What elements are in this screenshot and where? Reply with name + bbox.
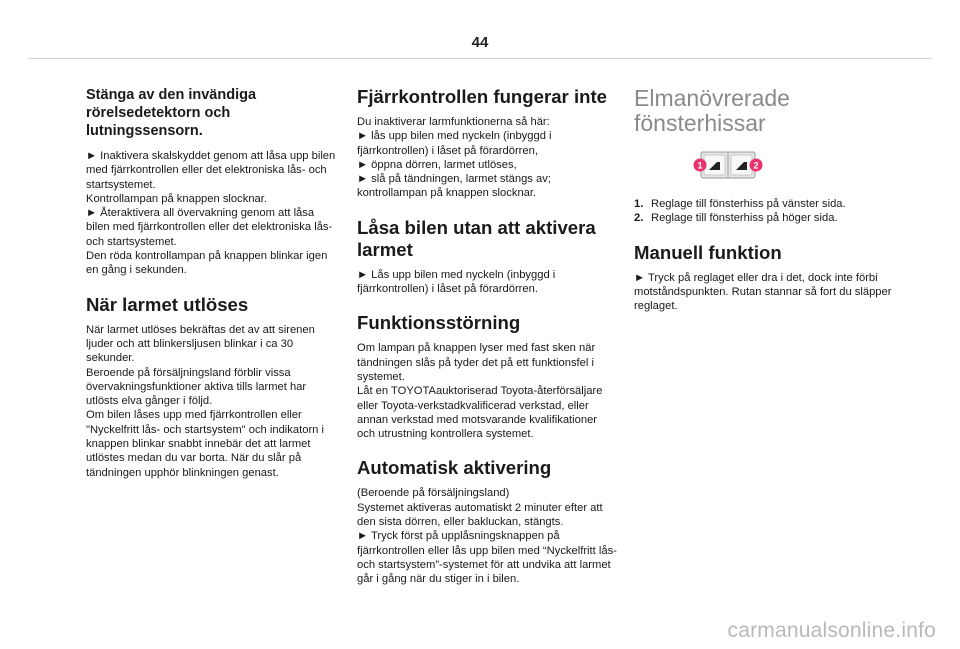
list-item-text: Reglage till fönsterhiss på vänster sida. (651, 198, 846, 210)
heading-lock-without-alarm: Låsa bilen utan att aktivera larmet (357, 216, 596, 260)
text-malfunction: Om lampan på knappen lyser med fast sken när tändningen slås på tyder det på ett funktionsfel i systemet. Låt en TOYOTAauktoriserad Toyota-återförsäljare eller Toyota-verkstadkvalificerad verkstad, eller annan verkstad med motsvarande kvalifikationer och utrustning kontrollera systemet. (357, 342, 603, 441)
column-middle (357, 86, 617, 587)
text-disable-motion-sensor: ► Inaktivera skalskyddet genom att låsa upp bilen med fjärrkontrollen eller det elektroniska lås- och startsystemet. Kontrollampan på knappen slocknar. ► Återaktivera all övervakning genom att låsa bilen med fjärrkontrollen eller det elektroniska lås- och startsystemet. Den röda kontrollampan på knappen blinkar igen en gång i sekunden. (86, 150, 336, 277)
window-switch-panel-icon (692, 151, 764, 179)
column-left (86, 86, 340, 480)
diagram-label-2: 2 (753, 160, 759, 171)
text-remote-not-working: Du inaktiverar larmfunktionerna så här: ► lås upp bilen med nyckeln (inbyggd i fjärrkontrollen) i låset på förardörren, ► öppna dörren, larmet utlöses, ► slå på tändningen, larmet stängs av; kontrollampan på knappen slocknar. (357, 116, 552, 200)
column-right (634, 86, 896, 313)
heading-disable-motion-sensor: Stänga av den invändiga rörelsedetektorn och lutningssensorn. (86, 87, 257, 139)
list-item-number: 1. (634, 198, 644, 210)
list-item-number: 2. (634, 212, 644, 225)
window-switch-list (634, 197, 896, 226)
list-item (634, 197, 896, 211)
text-lock-without-alarm: ► Lås upp bilen med nyckeln (inbyggd i fjärrkontrollen) i låset på förardörren. (357, 268, 556, 296)
heading-power-windows: Elmanövrerade fönsterhissar (634, 85, 790, 136)
heading-alarm-triggered: När larmet utlöses (86, 293, 249, 315)
watermark-logo: carmanualsonline.info (727, 619, 936, 642)
text-manual-function: ► Tryck på reglaget eller dra i det, dock inte förbi motståndspunkten. Rutan stannar så fort du släpper reglaget. (634, 271, 892, 313)
diagram-label-1: 1 (697, 160, 703, 171)
text-alarm-triggered: När larmet utlöses bekräftas det av att sirenen ljuder och att blinkersljusen blinkar i ca 30 sekunder. Beroende på försäljningsland förblir vissa övervakningsfunktioner aktiva tills larmet har utlösts elva gånger i följd. Om bilen låses upp med fjärrkontrollen eller "Nyckelfritt lås- och startsystem" och indikatorn i knappen blinkar snabbt innebär det att larmet utlöstes medan du var borta. När du slår på tändningen upphör blinkningen genast. (86, 323, 324, 479)
list-item-text: Reglage till fönsterhiss på höger sida. (651, 212, 838, 225)
header-divider (28, 58, 932, 59)
heading-malfunction: Funktionsstörning (357, 312, 521, 334)
page-number: 44 (471, 34, 489, 51)
window-switch-diagram (634, 151, 896, 183)
heading-manual-function: Manuell funktion (634, 241, 782, 263)
list-item (634, 211, 896, 225)
heading-automatic-activation: Automatisk aktivering (357, 457, 552, 479)
text-automatic-activation: (Beroende på försäljningsland) Systemet aktiveras automatiskt 2 minuter efter att den sista dörren, eller bakluckan, stängts. ► Tryck först på upplåsningsknappen på fjärrkontrollen eller lås upp bilen med “Nyckelfritt lås- och startsystem”-systemet för att undvika att larmet går i gång när du stiger in i bilen. (357, 487, 617, 586)
heading-remote-not-working: Fjärrkontrollen fungerar inte (357, 86, 608, 107)
